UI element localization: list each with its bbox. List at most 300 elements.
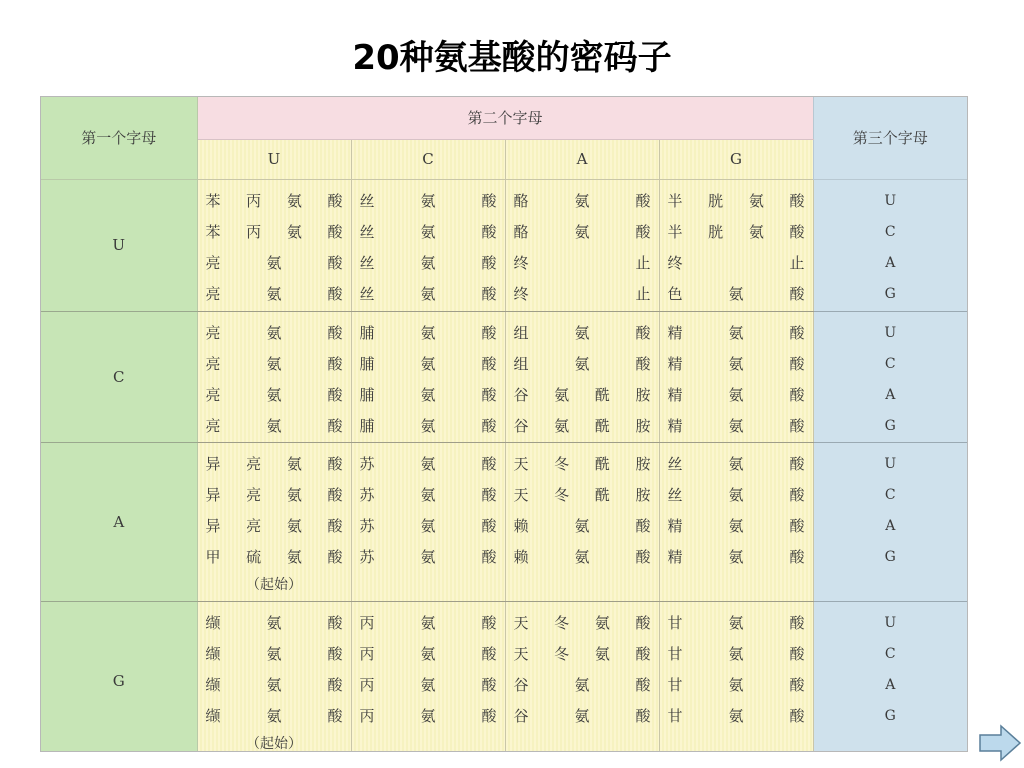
amino-acid-entry [514,248,651,279]
amino-acid-entry [514,608,651,639]
amino-acid-char: 酸 [789,485,805,504]
amino-acid-char: 胺 [635,485,651,504]
amino-acid-entry [206,411,343,442]
amino-acid-char: 氨 [728,516,744,535]
third-letter: U [884,455,897,472]
amino-acid-char: 氨 [420,613,436,632]
third-letter: U [884,614,897,631]
third-letter: A [885,386,896,403]
amino-acid-char: 酸 [481,675,497,694]
amino-acid-char: 氨 [420,416,436,435]
amino-acid-entry [206,701,343,732]
amino-acid-char: 半 [667,222,683,241]
amino-acid-char: 谷 [513,385,529,404]
amino-acid-char: 氨 [420,354,436,373]
amino-acid-char: 甘 [667,613,683,632]
amino-acid-char: 氨 [286,454,302,473]
amino-acid-char: 色 [667,284,683,303]
amino-acid-char: 丙 [246,191,262,210]
amino-acid-char: 甘 [667,644,683,663]
amino-acid-char: 酪 [513,191,529,210]
amino-acid-char: 酰 [594,485,610,504]
first-letter-cell: G [41,601,197,752]
codon-cell [197,442,351,601]
amino-acid-char: 氨 [266,284,282,303]
amino-acid-entry [360,380,497,411]
amino-acid-char: 天 [513,613,529,632]
amino-acid-entry [360,279,497,310]
codon-cell [505,601,659,752]
amino-acid-char: 氨 [728,454,744,473]
amino-acid-char: 酪 [513,222,529,241]
third-letter: C [884,223,896,240]
codon-table-body [41,179,967,752]
amino-acid-char: 甘 [667,706,683,725]
amino-acid-char: 组 [513,354,529,373]
amino-acid-char: 酸 [481,354,497,373]
amino-acid-char: 亮 [205,284,221,303]
amino-acid-char: 氨 [266,253,282,272]
amino-acid-char: 氨 [728,613,744,632]
amino-acid-char: 氨 [420,191,436,210]
amino-acid-char: 精 [667,516,683,535]
amino-acid-char: 氨 [420,547,436,566]
amino-acid-char: 精 [667,354,683,373]
amino-acid-entry [206,279,343,310]
amino-acid-char: 氨 [420,385,436,404]
amino-acid-entry [514,511,651,542]
amino-acid-entry [668,217,805,248]
amino-acid-entry [206,608,343,639]
amino-acid-char: 氨 [420,222,436,241]
amino-acid-entry [514,542,651,573]
codon-cell [659,311,813,442]
amino-acid-char: 氨 [594,613,610,632]
amino-acid-char: 脯 [359,354,375,373]
amino-acid-char: 亮 [246,454,262,473]
amino-acid-entry [668,480,805,511]
third-letter: C [884,355,896,372]
first-letter-cell: U [41,179,197,311]
amino-acid-char: 谷 [513,706,529,725]
amino-acid-char: 氨 [574,516,590,535]
amino-acid-char: 氨 [748,222,764,241]
amino-acid-char: 酸 [789,644,805,663]
amino-acid-char: 氨 [574,354,590,373]
amino-acid-char: 氨 [420,284,436,303]
third-letter-cell [813,601,967,752]
amino-acid-char: 酸 [481,454,497,473]
amino-acid-char: 酸 [327,613,343,632]
amino-acid-char: 酸 [481,416,497,435]
amino-acid-char: 氨 [420,516,436,535]
amino-acid-char: 亮 [205,385,221,404]
first-letter-header: 第一个字母 [41,97,197,179]
amino-acid-entry [514,380,651,411]
second-letter-header: 第二个字母 [197,97,813,139]
amino-acid-entry [360,349,497,380]
amino-acid-entry [514,639,651,670]
amino-acid-char: 丝 [359,222,375,241]
amino-acid-char: 丝 [667,485,683,504]
amino-acid-char: 亮 [246,485,262,504]
amino-acid-char: 酰 [594,385,610,404]
amino-acid-entry [668,608,805,639]
amino-acid-char: 氨 [554,385,570,404]
amino-acid-char: 酸 [635,675,651,694]
amino-acid-char: 酸 [635,191,651,210]
amino-acid-char: 酸 [789,706,805,725]
amino-acid-char: 酸 [635,547,651,566]
amino-acid-char: 丝 [359,191,375,210]
amino-acid-char: 氨 [286,547,302,566]
amino-acid-char: 氨 [748,191,764,210]
codon-cell [351,442,505,601]
amino-acid-char: 亮 [205,253,221,272]
first-letter-cell: A [41,442,197,601]
amino-acid-char: 酸 [789,516,805,535]
amino-acid-char: 甲 [205,547,221,566]
amino-acid-char: 缬 [205,706,221,725]
codon-cell [505,442,659,601]
amino-acid-entry [206,318,343,349]
amino-acid-char: 氨 [266,385,282,404]
codon-cell [659,442,813,601]
amino-acid-char: 氨 [574,191,590,210]
amino-acid-char: 苏 [359,454,375,473]
amino-acid-char: 酸 [481,222,497,241]
amino-acid-entry [514,349,651,380]
third-letter: U [884,324,897,341]
amino-acid-entry [206,217,343,248]
amino-acid-entry [514,411,651,442]
amino-acid-char: 酸 [327,706,343,725]
amino-acid-char: 氨 [728,354,744,373]
third-letter: G [884,417,896,434]
amino-acid-char: 氨 [420,485,436,504]
amino-acid-entry [206,639,343,670]
amino-acid-entry [668,411,805,442]
amino-acid-char: 苏 [359,485,375,504]
page-title: 20种氨基酸的密码子 [352,38,672,78]
amino-acid-char: 氨 [728,323,744,342]
amino-acid-char: 精 [667,416,683,435]
amino-acid-entry [514,186,651,217]
third-letter-header: 第三个字母 [813,97,967,179]
amino-acid-char: 冬 [554,454,570,473]
amino-acid-char: 酸 [327,516,343,535]
amino-acid-char: 脯 [359,416,375,435]
amino-acid-char: 酸 [481,191,497,210]
amino-acid-char: 酸 [481,485,497,504]
amino-acid-char: 氨 [574,706,590,725]
amino-acid-char: 赖 [513,547,529,566]
third-letter-cell [813,442,967,601]
first-letter-cell: C [41,311,197,442]
amino-acid-char: 胺 [635,416,651,435]
amino-acid-char: 氨 [574,547,590,566]
amino-acid-char: 酸 [635,323,651,342]
amino-acid-char: 甘 [667,675,683,694]
amino-acid-entry [206,248,343,279]
amino-acid-char: 酸 [327,385,343,404]
amino-acid-entry [206,349,343,380]
amino-acid-char: 氨 [266,613,282,632]
amino-acid-entry [360,411,497,442]
amino-acid-char: 酸 [327,547,343,566]
amino-acid-char: 半 [667,191,683,210]
amino-acid-char: 氨 [728,485,744,504]
amino-acid-char: 酸 [327,644,343,663]
amino-acid-char: 酸 [635,644,651,663]
amino-acid-char: 精 [667,323,683,342]
amino-acid-entry [360,639,497,670]
amino-acid-entry [206,511,343,542]
amino-acid-char: 氨 [266,323,282,342]
amino-acid-char: 氨 [420,706,436,725]
amino-acid-char: 氨 [266,706,282,725]
amino-acid-char: 酸 [635,354,651,373]
codon-cell [659,179,813,311]
amino-acid-char: 苯 [205,222,221,241]
amino-acid-entry [668,449,805,480]
amino-acid-char: 酸 [327,284,343,303]
amino-acid-char: 终 [667,253,683,272]
amino-acid-entry [206,480,343,511]
amino-acid-char: 酸 [789,222,805,241]
second-letter-g: G [659,139,813,179]
codon-row-c [41,311,967,442]
amino-acid-char: 精 [667,547,683,566]
amino-acid-entry [360,217,497,248]
amino-acid-char: 丙 [359,675,375,694]
third-letter: A [885,676,896,693]
amino-acid-entry [360,542,497,573]
amino-acid-char: 苏 [359,547,375,566]
amino-acid-char: 酰 [594,454,610,473]
second-letter-u: U [197,139,351,179]
amino-acid-entry [360,670,497,701]
amino-acid-char: 天 [513,485,529,504]
amino-acid-entry [668,248,805,279]
amino-acid-char: 氨 [728,675,744,694]
amino-acid-entry [206,449,343,480]
amino-acid-char: 氨 [574,323,590,342]
amino-acid-char: 酸 [481,284,497,303]
codon-cell [351,179,505,311]
amino-acid-char: 酸 [789,547,805,566]
amino-acid-char: 氨 [728,644,744,663]
amino-acid-entry [360,449,497,480]
codon-row-g [41,601,967,752]
second-letter-a: A [505,139,659,179]
amino-acid-char: 丝 [667,454,683,473]
amino-acid-entry [206,542,343,573]
codon-row-u [41,179,967,311]
codon-cell [505,311,659,442]
amino-acid-char: 硫 [246,547,262,566]
amino-acid-char: 氨 [286,485,302,504]
amino-acid-char: 酸 [789,675,805,694]
amino-acid-char: 止 [789,253,805,272]
amino-acid-entry [668,542,805,573]
amino-acid-char: 氨 [728,547,744,566]
amino-acid-char: 缬 [205,675,221,694]
amino-acid-char: 谷 [513,416,529,435]
third-letter-cell [813,311,967,442]
third-letter: G [884,285,896,302]
amino-acid-entry [514,670,651,701]
codon-row-a [41,442,967,601]
amino-acid-char: 氨 [420,253,436,272]
amino-acid-char: 酸 [789,385,805,404]
amino-acid-char: 酸 [327,454,343,473]
amino-acid-char: 酸 [789,613,805,632]
amino-acid-char: 酸 [481,706,497,725]
amino-acid-entry [514,318,651,349]
third-letter: A [885,254,896,271]
amino-acid-char: 氨 [266,354,282,373]
amino-acid-char: 止 [635,284,651,303]
amino-acid-char: 异 [205,516,221,535]
amino-acid-char: 天 [513,454,529,473]
amino-acid-char: 冬 [554,644,570,663]
amino-acid-char: 酸 [327,253,343,272]
amino-acid-char: 酸 [327,485,343,504]
amino-acid-char: 氨 [286,191,302,210]
third-letter-cell [813,179,967,311]
codon-cell [351,601,505,752]
amino-acid-char: 酸 [789,323,805,342]
amino-acid-char: 苯 [205,191,221,210]
amino-acid-char: 酸 [481,385,497,404]
amino-acid-char: 亮 [205,354,221,373]
start-codon-note: （起始） [246,576,302,593]
amino-acid-char: 组 [513,323,529,342]
amino-acid-entry [206,186,343,217]
amino-acid-entry [668,511,805,542]
amino-acid-char: 氨 [728,416,744,435]
amino-acid-char: 冬 [554,485,570,504]
amino-acid-entry [668,318,805,349]
amino-acid-char: 终 [513,253,529,272]
amino-acid-char: 亮 [246,516,262,535]
third-letter: A [885,517,896,534]
amino-acid-char: 缬 [205,644,221,663]
amino-acid-char: 氨 [594,644,610,663]
amino-acid-char: 天 [513,644,529,663]
codon-cell [351,311,505,442]
amino-acid-char: 氨 [554,416,570,435]
amino-acid-char: 酸 [789,191,805,210]
amino-acid-char: 胱 [708,222,724,241]
third-letter: G [884,707,896,724]
amino-acid-char: 氨 [728,385,744,404]
amino-acid-char: 氨 [420,323,436,342]
amino-acid-char: 氨 [286,516,302,535]
amino-acid-entry [360,608,497,639]
amino-acid-char: 赖 [513,516,529,535]
codon-cell [197,601,351,752]
start-codon-note: （起始） [246,735,302,752]
amino-acid-char: 酸 [789,284,805,303]
amino-acid-char: 酸 [327,675,343,694]
amino-acid-char: 酸 [327,416,343,435]
amino-acid-char: 丙 [359,706,375,725]
amino-acid-char: 氨 [266,675,282,694]
codon-cell [197,311,351,442]
amino-acid-char: 氨 [728,284,744,303]
third-letter: G [884,548,896,565]
amino-acid-char: 酸 [635,516,651,535]
amino-acid-char: 精 [667,385,683,404]
amino-acid-entry [668,186,805,217]
amino-acid-char: 酸 [481,323,497,342]
amino-acid-entry [514,701,651,732]
amino-acid-entry [668,279,805,310]
codon-cell [505,179,659,311]
amino-acid-entry [668,670,805,701]
codon-cell [659,601,813,752]
codon-cell [197,179,351,311]
amino-acid-char: 胱 [708,191,724,210]
amino-acid-char: 氨 [286,222,302,241]
amino-acid-char: 酸 [327,354,343,373]
amino-acid-entry [514,480,651,511]
amino-acid-char: 氨 [574,222,590,241]
right-arrow-shape[interactable] [980,726,1020,760]
third-letter: C [884,645,896,662]
amino-acid-char: 异 [205,454,221,473]
amino-acid-char: 酸 [481,547,497,566]
third-letter: C [884,486,896,503]
amino-acid-char: 丝 [359,284,375,303]
amino-acid-entry [206,380,343,411]
amino-acid-char: 酸 [327,222,343,241]
second-letter-c: C [351,139,505,179]
amino-acid-char: 酸 [635,222,651,241]
right-arrow-icon[interactable] [979,724,1021,762]
third-letter: U [884,192,897,209]
amino-acid-char: 丙 [246,222,262,241]
codon-table [41,97,967,752]
amino-acid-entry [360,701,497,732]
amino-acid-char: 氨 [420,675,436,694]
amino-acid-entry [360,186,497,217]
amino-acid-char: 亮 [205,416,221,435]
amino-acid-entry [360,480,497,511]
amino-acid-char: 丙 [359,644,375,663]
amino-acid-char: 亮 [205,323,221,342]
amino-acid-char: 酸 [481,644,497,663]
amino-acid-char: 苏 [359,516,375,535]
amino-acid-entry [360,248,497,279]
amino-acid-char: 酸 [635,706,651,725]
amino-acid-char: 氨 [266,644,282,663]
amino-acid-char: 酸 [327,191,343,210]
amino-acid-char: 氨 [728,706,744,725]
amino-acid-char: 脯 [359,385,375,404]
amino-acid-char: 胺 [635,385,651,404]
amino-acid-char: 丙 [359,613,375,632]
amino-acid-char: 胺 [635,454,651,473]
amino-acid-char: 终 [513,284,529,303]
amino-acid-char: 酸 [789,354,805,373]
amino-acid-char: 酸 [481,516,497,535]
amino-acid-char: 缬 [205,613,221,632]
amino-acid-char: 酸 [327,323,343,342]
amino-acid-char: 酸 [481,253,497,272]
